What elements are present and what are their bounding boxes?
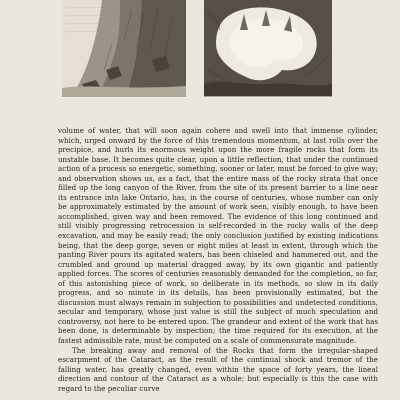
engraving-rock-cliff-icon	[62, 0, 186, 96]
right-engraving	[204, 0, 332, 97]
left-engraving	[62, 0, 186, 97]
engraving-cave-arch-icon	[204, 0, 332, 96]
paragraph-2: The breaking away and removal of the Rocks that form the irregular-shaped escarpment of the Cataract, as the result of the continual shock and tremor of the falling water, has greatly changed, even within the space of forty years, the lineal direction and contour of the Cataract as a whole; but especially is this the case with regard to the peculiar curve	[58, 345, 378, 393]
illustration-row	[0, 0, 400, 126]
paragraph-1: volume of water, that will soon again cohere and swell into that immense cylinder, which, urged onward by the force of this tremendous momentum, at last rolls over the precipice, and hurls its enormous weight upon the more fragile rocks that form its unstable base. It becomes quite clear, upon a little reflection, that under the continued action of a process so energetic, something, sooner or later, must be forced to give way; and observation shows us, as a fact, that the entire mass of the rocky strata that once filled up the long canyon of the River, from the site of its present barrier to a line near its entrance into lake Ontario, has, in the course of centuries, whose number can only be approximately estimated by the amount of work seen, visibly enough, to have been accomplished, given way and been removed. The evidence of this long continued and still visibly progressing retrocession is self-recorded in the rocky walls of the deep excavation, and may be easily read; the only conclusion justified by existing indications being, that the deep gorge, seven or eight miles at least in extent, through which the panting River pours its agitated waters, has been chiseled and hammered out, and the crumbled and ground up material dragged away, by its own gigantic and patiently applied forces. The scores of centuries reasonably demanded for the completion, so far, of this astonishing piece of work, so deliberate in its methods, so slow in its daily progress, and so minute in its details, has been provisionally estimated, but the discussion must always remain in subjection to possibilities and undetected conditions, secular and temporary, whose just value is still the subject of much speculation and controversy, not here to be entered upon. The grandeur and extent of the work that has been done, is determinable by inspection; the time required for its execution, at the fastest admissible rate, must be computed on a scale of commensurate magnitude.	[58, 126, 378, 346]
body-text	[58, 126, 378, 393]
